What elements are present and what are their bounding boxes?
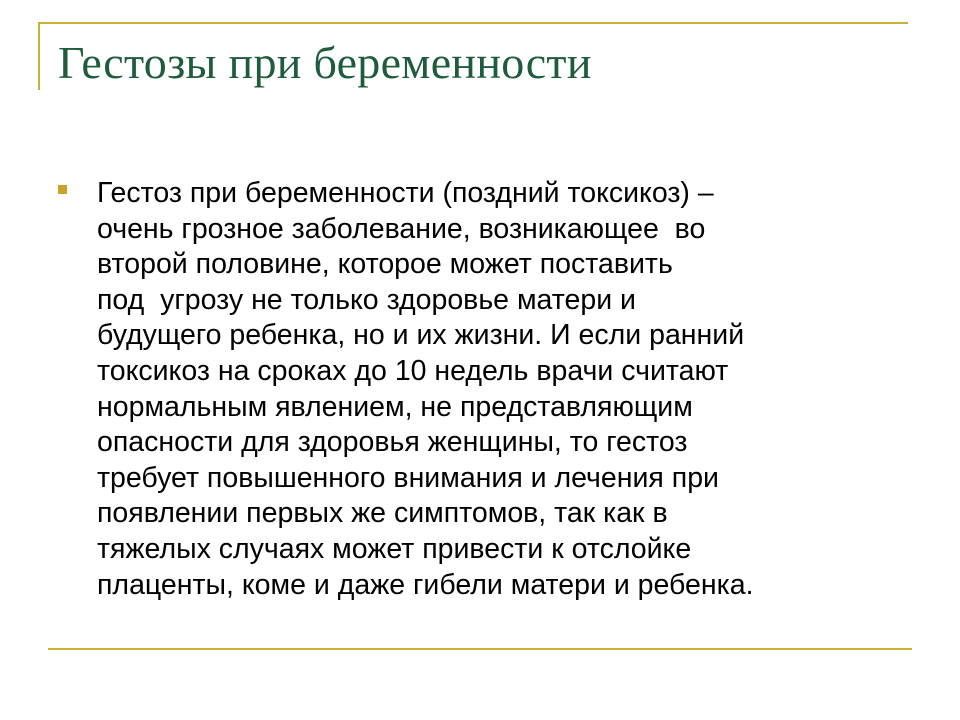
body-line-8: опасности для здоровья женщины, то гестоз [97, 426, 688, 459]
body-line-9: требует повышенного внимания и лечения при [97, 461, 719, 494]
square-bullet-icon [58, 185, 67, 194]
body-line-3: второй половине, которое может поставить [97, 248, 673, 281]
body-paragraph [97, 176, 754, 603]
body-line-7: нормальным явлением, не представляющим [97, 390, 693, 423]
slide-body [58, 176, 908, 626]
body-line-1: Гестоз при беременности (поздний токсикоз) – [97, 177, 714, 209]
body-line-4: под угрозу не только здоровье матери и [97, 283, 636, 316]
body-line-12: плаценты, коме и даже гибели матери и ребенка. [97, 568, 754, 601]
left-frame-line [38, 22, 40, 90]
body-line-6: токсикоз на сроках до 10 недель врачи считают [97, 354, 729, 387]
slide-title: Гестозы при беременности [58, 37, 592, 88]
top-frame-line [38, 22, 908, 24]
bottom-frame-line [48, 648, 912, 650]
body-line-5: будущего ребенка, но и их жизни. И если ранний [97, 319, 745, 352]
body-line-2: очень грозное заболевание, возникающее во [97, 212, 706, 245]
body-line-10: появлении первых же симптомов, так как в [97, 497, 668, 530]
body-line-11: тяжелых случаях может привести к отслойке [97, 532, 692, 565]
